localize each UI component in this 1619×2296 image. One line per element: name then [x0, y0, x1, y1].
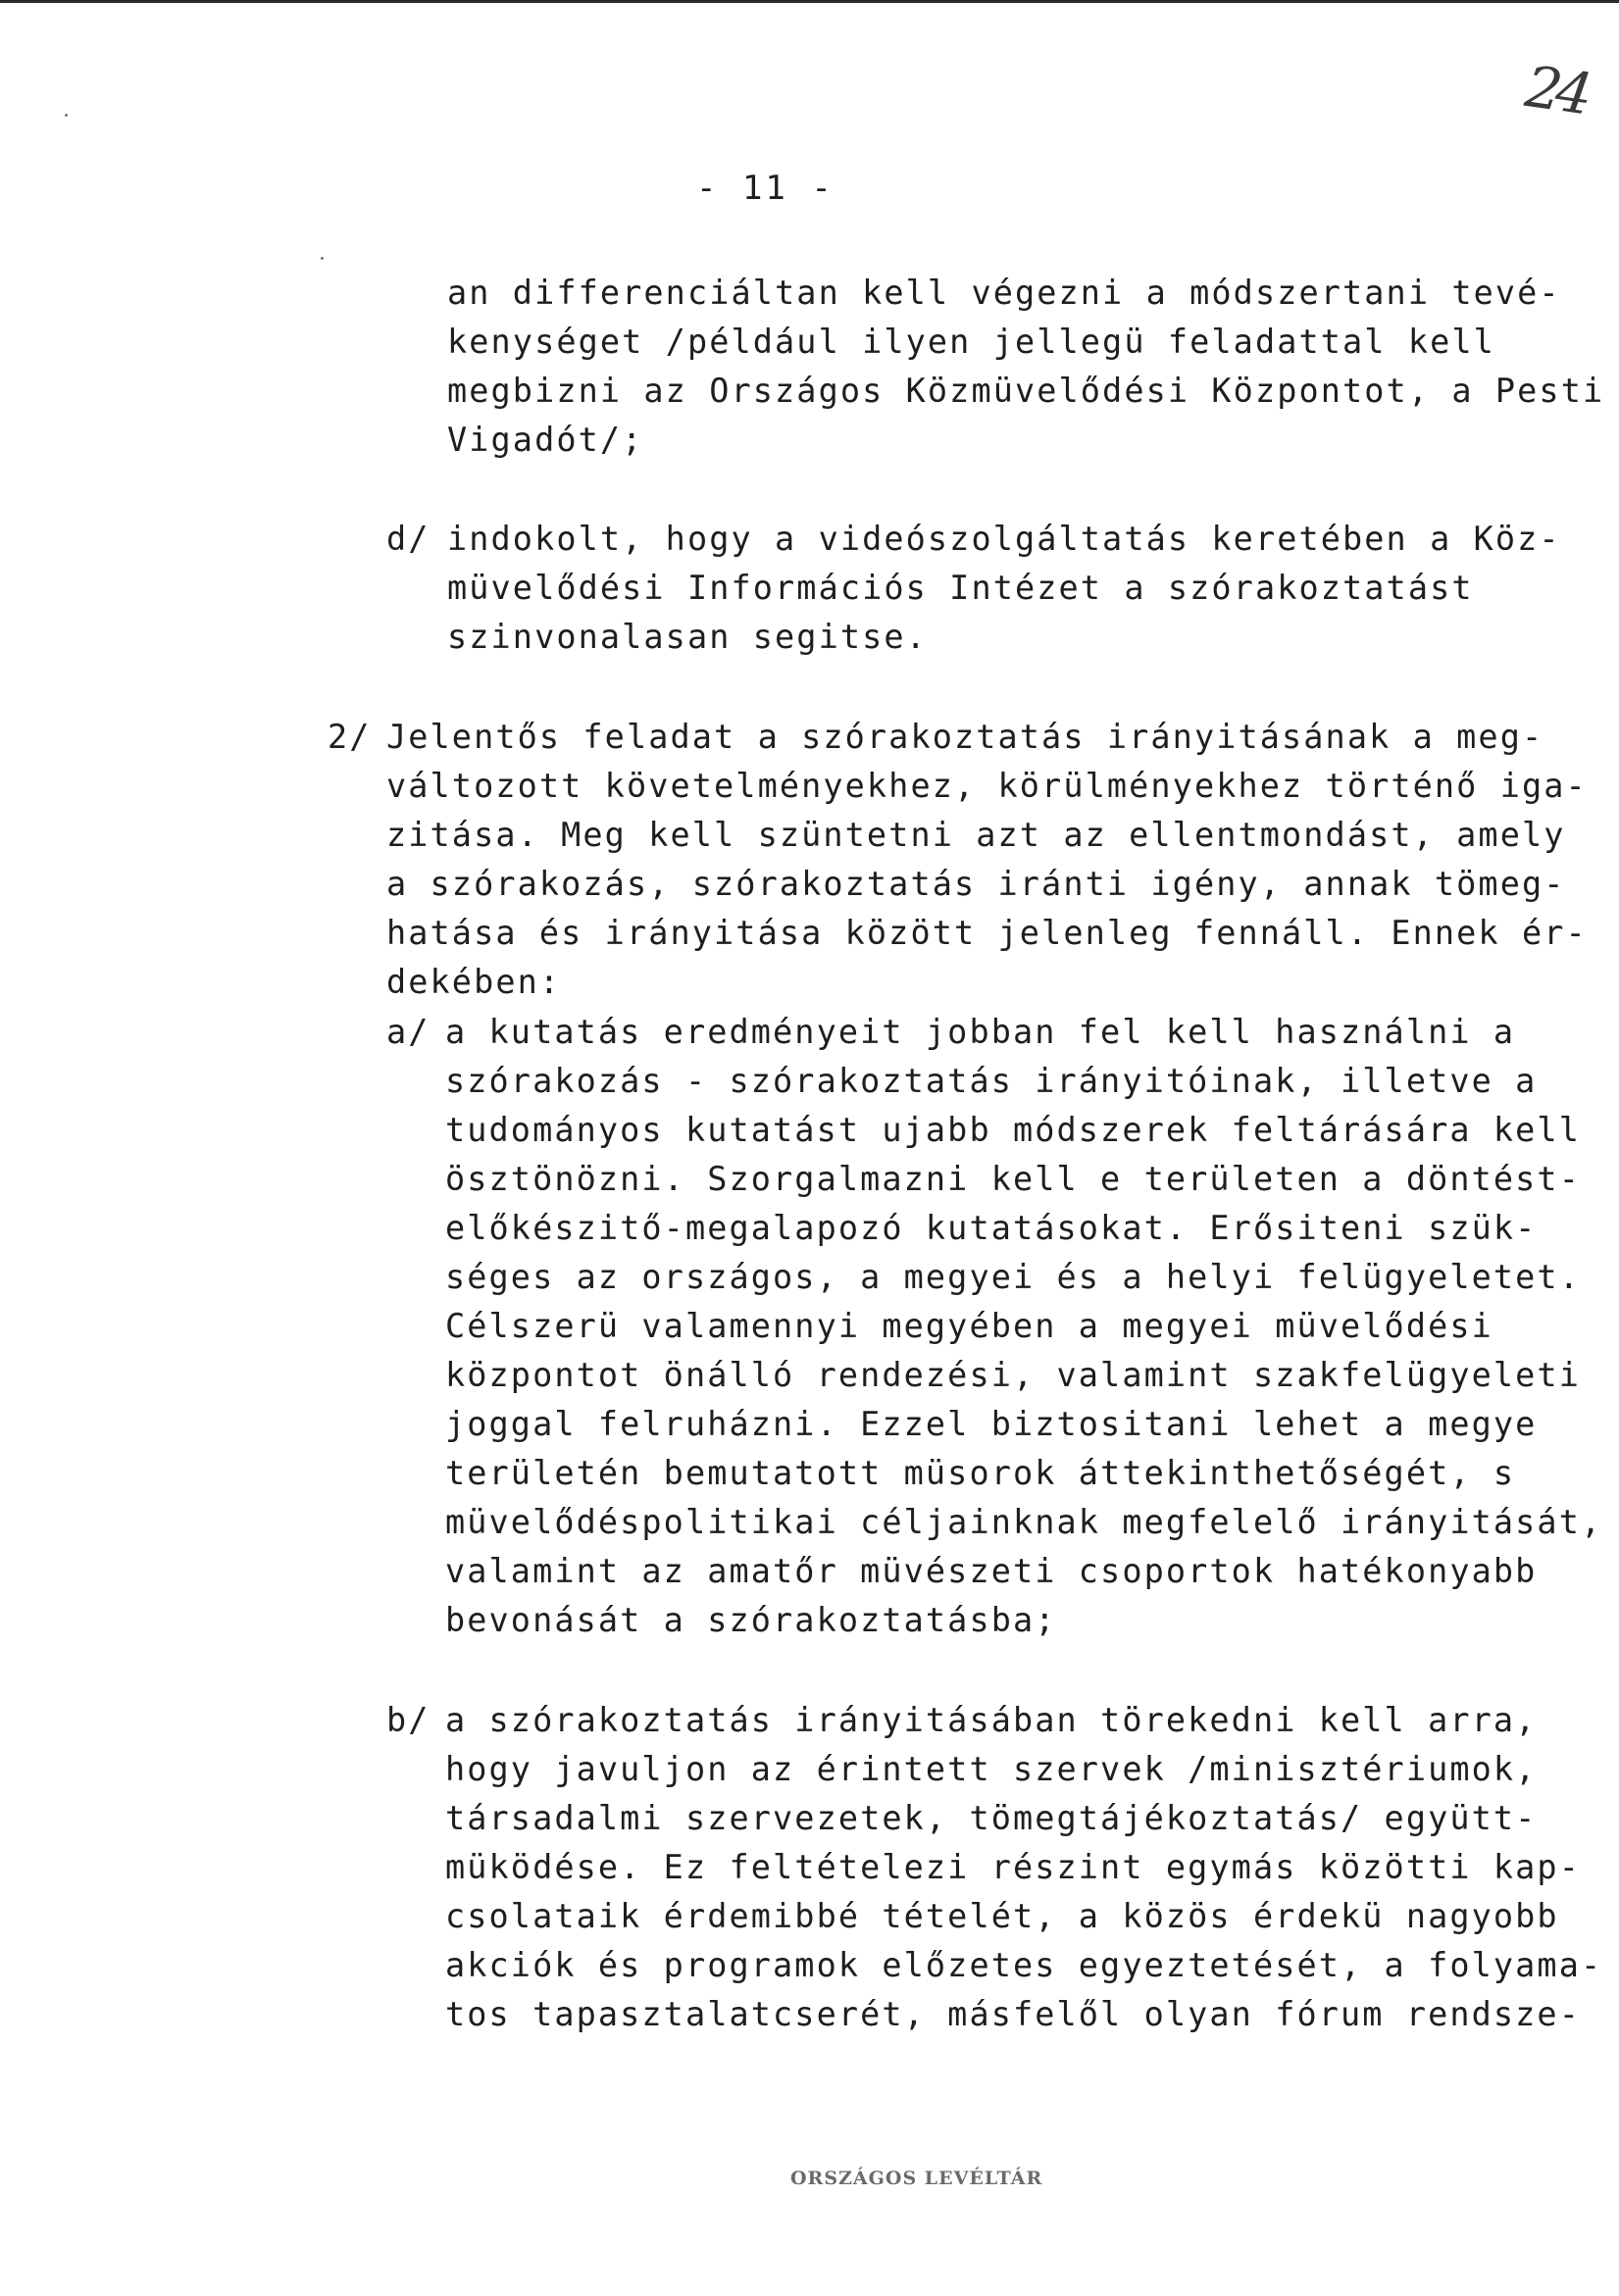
text-line: Vigadót/;	[447, 421, 644, 459]
text-line: akciók és programok előzetes egyeztetését, a folyama-	[445, 1946, 1603, 1984]
text-line: hatása és irányitása között jelenleg fennáll. Ennek ér-	[386, 914, 1588, 952]
scan-speck	[65, 114, 68, 117]
text-line: dekében:	[386, 963, 562, 1001]
list-marker: 2/	[328, 718, 372, 756]
text-line: társadalmi szervezetek, tömegtájékoztatás/ együtt-	[445, 1799, 1538, 1837]
text-line: a kutatás eredményeit jobban fel kell használni a	[445, 1013, 1516, 1051]
text-line: tos tapasztalatcserét, másfelől olyan fórum rendsze-	[445, 1995, 1581, 2033]
text-line: joggal felruházni. Ezzel biztositani lehet a megye	[445, 1405, 1538, 1443]
scan-speck	[321, 257, 324, 260]
text-line: valamint az amatőr müvészeti csoportok hatékonyabb	[445, 1552, 1538, 1590]
text-line: an differenciáltan kell végezni a módszertani tevé-	[447, 274, 1561, 312]
text-line: tudományos kutatást ujabb módszerek feltárására kell	[445, 1111, 1581, 1149]
text-line: müvelődéspolitikai céljainknak megfelelő irányitását,	[445, 1503, 1603, 1541]
text-line: müvelődési Információs Intézet a szórakoztatást	[447, 569, 1474, 607]
list-marker: a/	[386, 1013, 430, 1051]
text-line: szinvonalasan segitse.	[447, 618, 928, 656]
scan-top-border	[0, 0, 1619, 3]
archive-stamp: ORSZÁGOS LEVÉLTÁR	[790, 2168, 1043, 2189]
text-line: müködése. Ez feltételezi részint egymás közötti kap-	[445, 1848, 1581, 1886]
page-number: - 11 -	[696, 169, 835, 208]
text-line: területén bemutatott müsorok áttekinthetőségét, s	[445, 1454, 1516, 1492]
text-line: a szórakoztatás irányitásában törekedni kell arra,	[445, 1701, 1538, 1739]
text-line: megbizni az Országos Közmüvelődési Központot, a Pesti	[447, 372, 1605, 410]
text-line: kenységet /például ilyen jellegü feladattal kell	[447, 323, 1495, 361]
handwritten-page-mark: 24	[1521, 53, 1592, 127]
text-line: a szórakozás, szórakoztatás iránti igény, annak tömeg-	[386, 865, 1566, 903]
text-line: zitása. Meg kell szüntetni azt az ellentmondást, amely	[386, 816, 1566, 854]
text-line: Célszerü valamennyi megyében a megyei müvelődési	[445, 1307, 1493, 1345]
text-line: bevonását a szórakoztatásba;	[445, 1601, 1057, 1639]
text-line: séges az országos, a megyei és a helyi felügyeletet.	[445, 1258, 1581, 1296]
list-marker: d/	[386, 520, 430, 558]
text-line: előkészitő-megalapozó kutatásokat. Erősiteni szük-	[445, 1209, 1538, 1247]
text-line: csolataik érdemibbé tételét, a közös érdekü nagyobb	[445, 1897, 1559, 1935]
text-line: szórakozás - szórakoztatás irányitóinak, illetve a	[445, 1062, 1538, 1100]
text-line: hogy javuljon az érintett szervek /minisztériumok,	[445, 1750, 1538, 1788]
list-marker: b/	[386, 1701, 430, 1739]
text-line: központot önálló rendezési, valamint szakfelügyeleti	[445, 1356, 1581, 1394]
text-line: ösztönözni. Szorgalmazni kell e területen a döntést-	[445, 1160, 1581, 1198]
text-line: indokolt, hogy a videószolgáltatás keretében a Köz-	[447, 520, 1561, 558]
text-line: Jelentős feladat a szórakoztatás irányitásának a meg-	[386, 718, 1544, 756]
text-line: változott követelményekhez, körülményekhez történő iga-	[386, 767, 1588, 805]
